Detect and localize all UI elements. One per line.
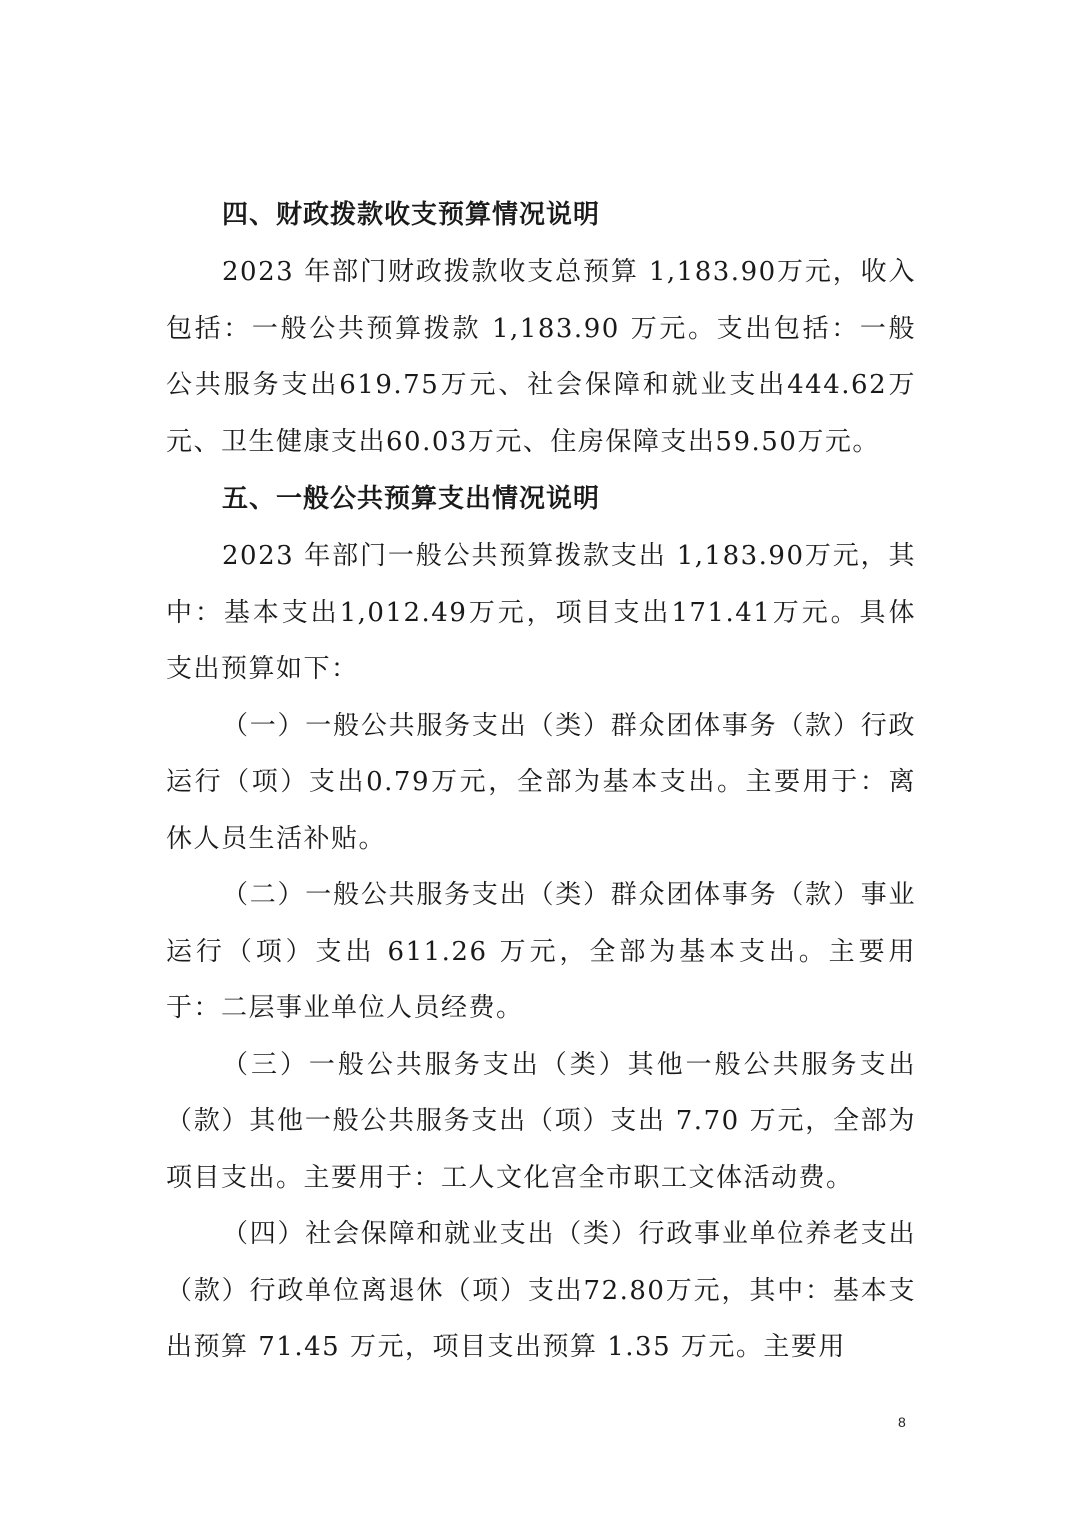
section-heading: 四、财政拨款收支预算情况说明 (222, 200, 601, 230)
section-general-public-budget (166, 470, 916, 1376)
paragraph: （二）一般公共服务支出（类）群众团体事务（款）事业运行（项）支出 611.26 万元，全部为基本支出。主要用于：二层事业单位人员经费。 (166, 880, 916, 1023)
page-number: 8 (898, 1414, 906, 1430)
section-heading: 五、一般公共预算支出情况说明 (222, 484, 601, 514)
section-financial-appropriation (166, 186, 916, 470)
paragraph: （一）一般公共服务支出（类）群众团体事务（款）行政运行（项）支出0.79万元，全部为基本支出。主要用于：离休人员生活补贴。 (166, 710, 916, 854)
paragraph: 2023 年部门财政拨款收支总预算 1,183.90万元，收入包括：一般公共预算拨款 1,183.90 万元。支出包括：一般公共服务支出619.75万元、社会保障和就业支出444.62万元、卫生健康支出60.03万元、住房保障支出59.50万元。 (166, 257, 916, 457)
paragraph: 2023 年部门一般公共预算拨款支出 1,183.90万元，其中：基本支出1,012.49万元，项目支出171.41万元。具体支出预算如下： (166, 541, 916, 684)
paragraph: （四）社会保障和就业支出（类）行政事业单位养老支出（款）行政单位离退休（项）支出72.80万元，其中：基本支出预算 71.45 万元，项目支出预算 1.35 万元。主要用 (166, 1219, 916, 1362)
document-body (166, 186, 916, 1376)
paragraph: （三）一般公共服务支出（类）其他一般公共服务支出（款）其他一般公共服务支出（项）支出 7.70 万元，全部为项目支出。主要用于：工人文化宫全市职工文体活动费。 (166, 1049, 916, 1193)
